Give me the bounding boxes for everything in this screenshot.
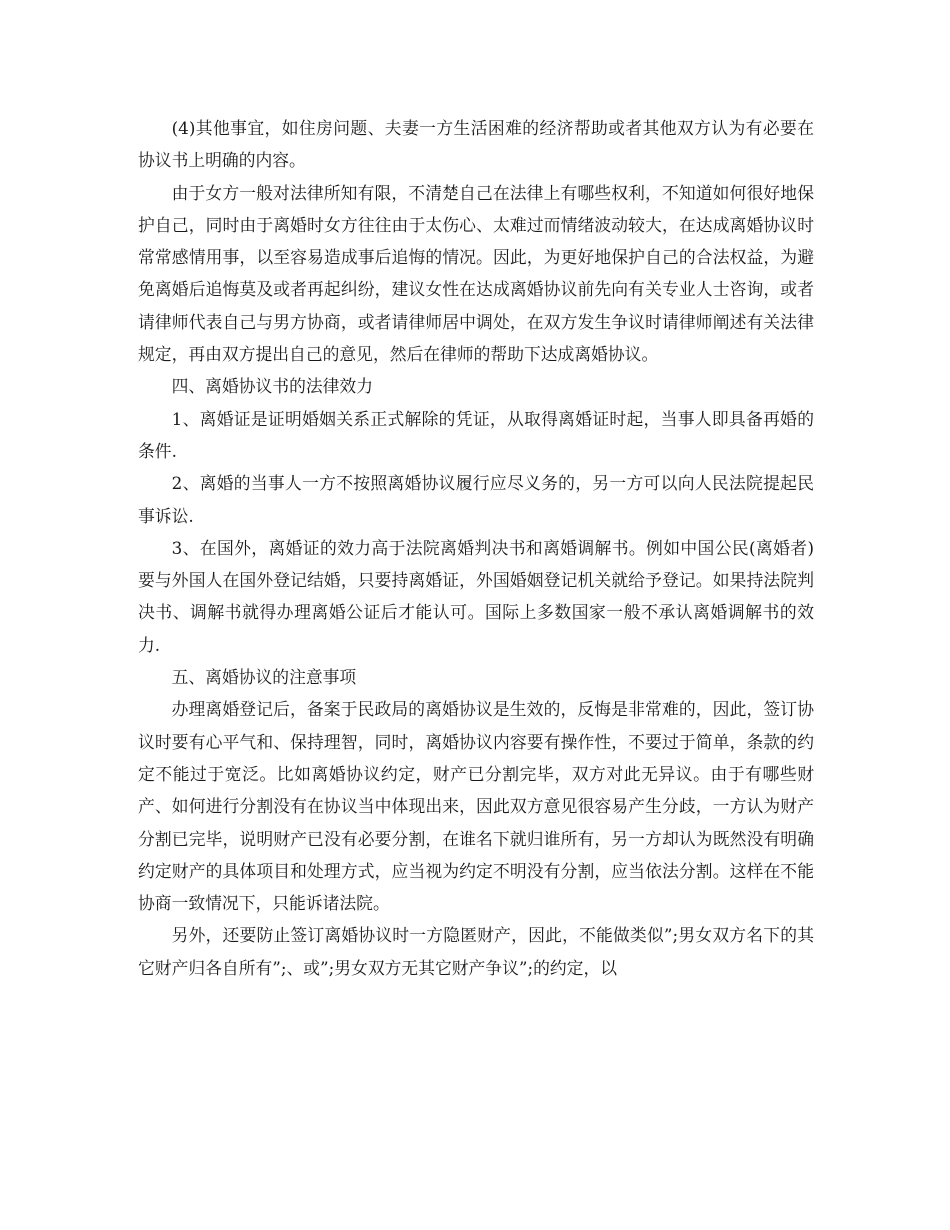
paragraph-other-matters: (4)其他事宜，如住房问题、夫妻一方生活困难的经济帮助或者其他双方认为有必要在协议书上明确的内容。 — [138, 118, 814, 171]
paragraph-item-2: 2、离婚的当事人一方不按照离婚协议履行应尽义务的，另一方可以向人民法院提起民事诉讼. — [138, 473, 814, 526]
section-heading-precautions: 五、离婚协议的注意事项 — [171, 667, 357, 688]
paragraph-item-1: 1、离婚证是证明婚姻关系正式解除的凭证，从取得离婚证时起，当事人即具备再婚的条件. — [138, 408, 814, 461]
paragraph-registration: 办理离婚登记后，备案于民政局的离婚协议是生效的，反悔是非常难的，因此，签订协议时要有心平气和、保持理智，同时，离婚协议内容要有操作性，不要过于简单，条款的约定不能过于宽泛。比如离婚协议约定，财产已分割完毕，双方对此无异议。由于有哪些财产、如何进行分割没有在协议当中体现出来，因此双方意见很容易产生分歧，一方认为财产分割已完毕，说明财产已没有必要分割，在谁名下就归谁所有，另一方却认为既然没有明确约定财产的具体项目和处理方式，应当视为约定不明没有分割，应当依法分割。这样在不能协商一致情况下，只能诉诸法院。 — [138, 699, 814, 914]
document-body — [138, 112, 814, 984]
paragraph-women-advice: 由于女方一般对法律所知有限，不清楚自己在法律上有哪些权利，不知道如何很好地保护自己，同时由于离婚时女方往往由于太伤心、太难过而情绪波动较大，在达成离婚协议时常常感情用事，以至容易造成事后追悔的情况。因此，为更好地保护自己的合法权益，为避免离婚后追悔莫及或者再起纠纷，建议女性在达成离婚协议前先向有关专业人士咨询，或者请律师代表自己与男方协商，或者请律师居中调处，在双方发生争议时请律师阐述有关法律规定，再由双方提出自己的意见，然后在律师的帮助下达成离婚协议。 — [138, 182, 814, 365]
paragraph-hidden-assets: 另外，还要防止签订离婚协议时一方隐匿财产，因此，不能做类似”;男女双方名下的其它财产归各自所有”;、或”;男女双方无其它财产争议”;的约定，以 — [138, 925, 814, 978]
section-heading-legal-effect: 四、离婚协议书的法律效力 — [171, 376, 373, 397]
paragraph-item-3: 3、在国外，离婚证的效力高于法院离婚判决书和离婚调解书。例如中国公民(离婚者)要与外国人在国外登记结婚，只要持离婚证，外国婚姻登记机关就给予登记。如果持法院判决书、调解书就得办理离婚公证后才能认可。国际上多数国家一般不承认离婚调解书的效力. — [138, 537, 814, 655]
